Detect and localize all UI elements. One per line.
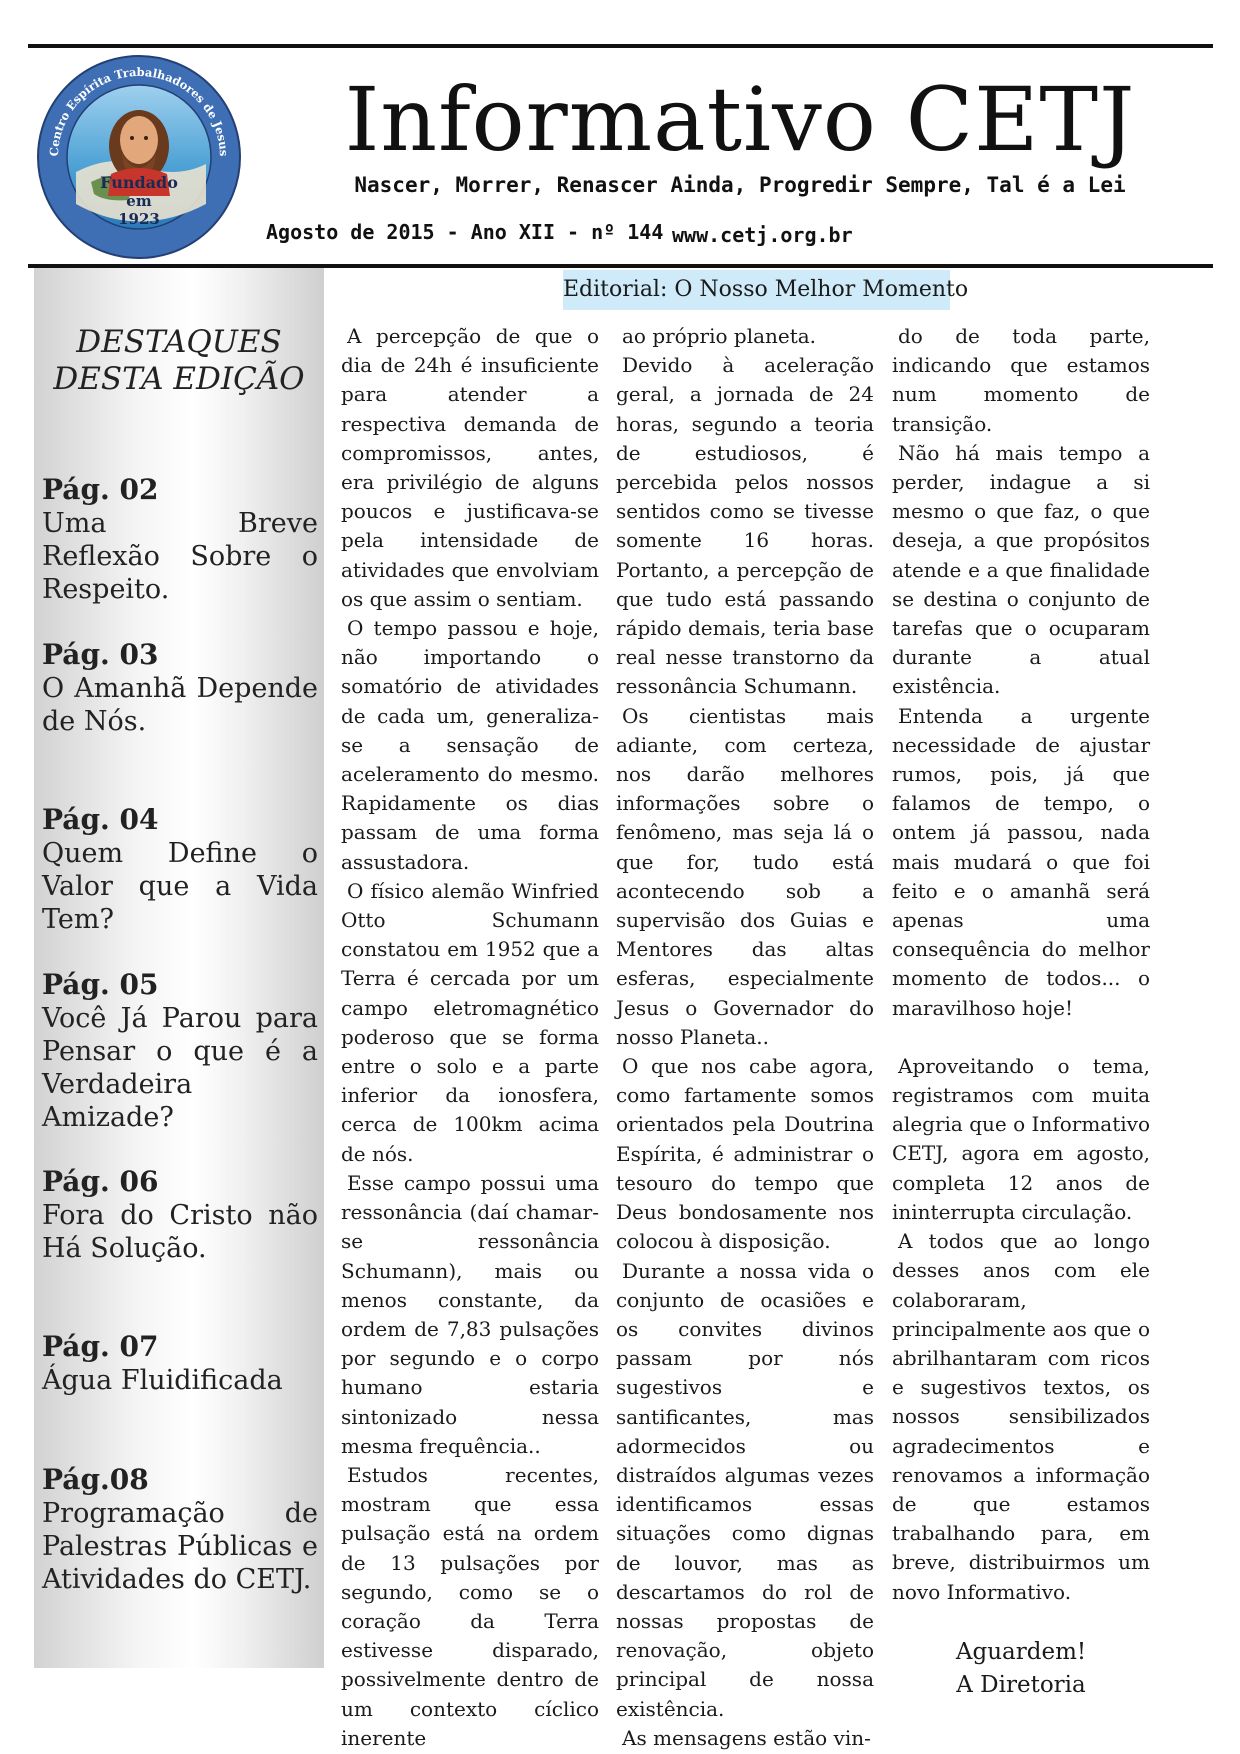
sidebar-heading-line2: DESTA EDIÇÃO (53, 361, 305, 397)
highlight-title: Uma Breve Reflexão Sobre o Respeito. (42, 508, 318, 605)
editorial-paragraph: Durante a nossa vida o conjunto de ocasiões e os convites divinos passam por nós sugestivos e santificantes, mas adormecidos ou distraídos algumas vezes identificamos essas situações como dignas de louvor, mas as descartamos do rol de nossas propostas de renovação, objeto principal de nossa existência. (616, 1258, 874, 1721)
highlight-title: Fora do Cristo não Há Solução. (42, 1200, 318, 1264)
highlight-page-number: Pág. 07 (42, 1330, 159, 1363)
cetj-logo (36, 54, 242, 260)
newsletter-motto: Nascer, Morrer, Renascer Ainda, Progredir Sempre, Tal é a Lei (354, 173, 1126, 197)
editorial-title: Editorial: O Nosso Melhor Momento (563, 270, 950, 310)
editorial-paragraph: O tempo passou e hoje, não importando o somatório de atividades de cada um, generaliza-se a sensação de aceleramento do mesmo. Rapidamente os dias passam de uma forma assustadora. (341, 616, 599, 874)
issue-info: Agosto de 2015 - Ano XII - nº 144 (266, 220, 664, 244)
editorial-paragraph: A todos que ao longo desses anos com ele colaboraram, principalmente aos que o abrilhantaram com ricos e sugestivos textos, os nossos sensibilizados agradecimentos e renovamos a informação de que estamos trabalhando para, em breve, distribuirmos um novo Informativo. (892, 1229, 1150, 1604)
editorial-paragraph: ao próprio planeta. (622, 324, 817, 348)
highlight-page-number: Pág. 06 (42, 1165, 159, 1198)
highlight-page-number: Pág.08 (42, 1463, 149, 1496)
highlight-item[interactable] (42, 803, 318, 936)
highlight-item[interactable] (42, 638, 318, 738)
editorial-paragraph: Os cientistas mais adiante, com certeza, nos darão melhores informações sobre o fenômeno, mas seja lá o que for, tudo está acontecendo sob a supervisão dos Guias e Mentores das altas esferas, especialmente Jesus o Governador do nosso Planeta.. (616, 703, 874, 1049)
highlight-title: Você Já Parou para Pensar o que é a Verdadeira Amizade? (42, 1003, 318, 1133)
sidebar-heading (34, 324, 324, 398)
logo-founded-label: Fundado (100, 173, 178, 192)
logo-year: 1923 (118, 210, 160, 228)
editorial-paragraph: do de toda parte, indicando que estamos num momento de transição. (892, 324, 1150, 436)
newsletter-title: Informativo CETJ (344, 68, 1136, 171)
editorial-paragraph: O físico alemão Winfried Otto Schumann constatou em 1952 que a Terra é cercada por um campo eletromagnético poderoso que se forma entre o solo e a parte inferior da ionosfera, cerca de 100km acima de nós. (341, 878, 599, 1166)
highlight-title: Quem Define o Valor que a Vida Tem? (42, 838, 318, 935)
editorial-closing: Aguardem! (955, 1638, 1087, 1665)
editorial-signature: A Diretoria (956, 1671, 1086, 1698)
top-rule (28, 44, 1213, 48)
highlight-page-number: Pág. 02 (42, 473, 159, 506)
highlight-page-number: Pág. 03 (42, 638, 159, 671)
editorial-column-2 (616, 322, 874, 1753)
highlight-item[interactable] (42, 473, 318, 606)
editorial-paragraph: Estudos recentes, mostram que essa pulsação está na ordem de 13 pulsações por segundo, como se o coração da Terra estivesse disparado, possivelmente dentro de um contexto cíclico inerente (341, 1462, 599, 1750)
logo-em-label: em (126, 192, 152, 210)
paragraph-spacer (892, 1607, 1150, 1636)
paragraph-spacer (892, 1023, 1150, 1052)
editorial-paragraph: A percepção de que o dia de 24h é insuficiente para atender a respectiva demanda de compromissos, antes, era privilégio de alguns poucos e justificava-se pela intensidade de atividades que envolviam os que assim o sentiam. (341, 324, 599, 611)
editorial-paragraph: Devido à aceleração geral, a jornada de 24 horas, segundo a teoria de estudiosos, é percebida pelos nossos sentidos como se tivesse somente 16 horas. Portanto, a percepção de que tudo está passando rápido demais, teria base real nesse transtorno da ressonância Schumann. (616, 353, 874, 699)
editorial-paragraph: Não há mais tempo a perder, indague a si mesmo o que faz, o que deseja, a que propósitos atende e a que finalidade se destina o conjunto de tarefas que o ocuparam durante a atual existência. (892, 440, 1150, 699)
highlight-item[interactable] (42, 1463, 318, 1596)
highlights-sidebar (34, 268, 324, 1668)
highlight-title: O Amanhã Depende de Nós. (42, 673, 318, 737)
editorial-paragraph: O que nos cabe agora, como fartamente somos orientados pela Doutrina Espírita, é administrar o tesouro do tempo que Deus bondosamente nos colocou à disposição. (616, 1054, 874, 1254)
editorial-column-1 (341, 322, 599, 1753)
logo-ring-text: Centro Espírita Trabalhadores de Jesus (46, 64, 232, 157)
highlight-page-number: Pág. 04 (42, 803, 159, 836)
editorial-paragraph: Esse campo possui uma ressonância (daí chamar-se ressonância Schumann), mais ou menos constante, da ordem de 7,83 pulsações por segundo e o corpo humano estaria sintonizado nessa mesma frequência.. (341, 1170, 599, 1458)
highlight-item[interactable] (42, 968, 318, 1134)
sidebar-heading-line1: DESTAQUES (76, 324, 282, 360)
website-url[interactable]: www.cetj.org.br (672, 223, 853, 247)
editorial-paragraph: As mensagens estão vin- (622, 1725, 871, 1750)
editorial-paragraph: Aproveitando o tema, registramos com muita alegria que o Informativo CETJ, agora em agosto, completa 12 anos de ininterrupta circulação. (892, 1053, 1150, 1224)
editorial-column-3 (892, 322, 1150, 1702)
highlight-item[interactable] (42, 1165, 318, 1265)
highlight-title: Água Fluidificada (42, 1365, 283, 1396)
highlight-item[interactable] (42, 1330, 318, 1397)
highlight-title: Programação de Palestras Públicas e Atividades do CETJ. (42, 1498, 318, 1595)
editorial-paragraph: Entenda a urgente necessidade de ajustar rumos, pois, já que falamos de tempo, o ontem já passou, nada mais mudará o que foi feito e o amanhã será apenas uma consequência do melhor momento de todos... o maravilhoso hoje! (892, 703, 1150, 1020)
highlight-page-number: Pág. 05 (42, 968, 159, 1001)
